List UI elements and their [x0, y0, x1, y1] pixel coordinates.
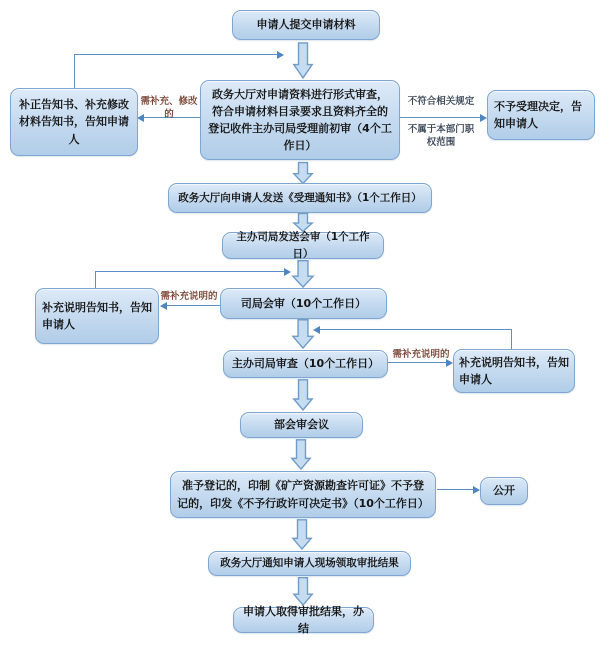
flow-arrow-joint-to-lead-icon — [292, 319, 314, 349]
connector-lead-to-suppl-right — [388, 362, 447, 363]
connector-print-to-public — [437, 489, 474, 490]
flow-arrow-meeting-to-print-icon — [291, 439, 311, 470]
arrowhead-correction-feedback-icon — [277, 51, 284, 59]
edge-label-need-suppl-explain-2: 需补充说明的 — [392, 349, 450, 360]
node-suppl-notice-right: 补充说明告知书，告知申请人 — [453, 349, 575, 393]
node-license-print: 准予登记的，印制《矿产资源勘查许可证》不予登记的，印发《不予行政许可决定书》（10个工作日） — [170, 471, 436, 518]
arrowhead-suppl-right-feedback-icon — [313, 326, 320, 334]
connector-suppl-left-feedback-horizontal — [95, 271, 284, 272]
flow-arrow-formal-to-acceptance-icon — [293, 162, 313, 184]
edge-label-not-conform: 不符合相关规定 — [407, 96, 475, 107]
connector-correction-feedback-vertical — [74, 55, 75, 88]
flow-arrow-lead-to-meeting-icon — [293, 379, 313, 411]
flow-arrow-send-to-joint-icon — [292, 260, 314, 288]
edge-label-not-in-scope: 不属于本部门职权范围 — [407, 124, 475, 148]
connector-suppl-right-feedback-vertical — [511, 330, 512, 349]
node-correction-notice: 补正告知书、补充修改材料告知书，告知申请人 — [10, 88, 138, 156]
node-reject-decision: 不予受理决定，告知申请人 — [487, 90, 595, 140]
node-public: 公开 — [480, 477, 528, 505]
node-complete: 申请人取得审批结果，办结 — [233, 607, 374, 633]
flow-arrow-submit-to-formal-icon — [293, 42, 313, 79]
connector-joint-to-suppl-left — [167, 305, 220, 306]
node-ministry-meeting: 部会审会议 — [240, 412, 363, 438]
edge-label-need-suppl-modify: 需补充、修改的 — [140, 96, 198, 120]
flow-arrow-notify-to-complete-icon — [293, 577, 313, 606]
arrowhead-print-to-public-icon — [473, 486, 480, 494]
flow-arrow-print-to-notify-icon — [292, 519, 312, 550]
arrowhead-formal-to-reject-icon — [480, 114, 487, 122]
node-submit-application: 申请人提交申请材料 — [232, 10, 380, 40]
node-formal-review: 政务大厅对申请资料进行形式审查，符合申请材料目录要求且资料齐全的登记收件主办司局受理前初审（4个工作日） — [200, 80, 400, 160]
connector-correction-feedback-horizontal — [74, 54, 277, 55]
connector-suppl-left-feedback-vertical — [95, 272, 96, 288]
node-lead-review: 主办司局审查（10个工作日） — [223, 350, 388, 378]
connector-formal-to-reject — [400, 117, 480, 118]
node-suppl-notice-left: 补充说明告知书，告知申请人 — [35, 288, 159, 344]
node-joint-review: 司局会审（10个工作日） — [220, 288, 387, 319]
arrowhead-suppl-left-feedback-icon — [284, 268, 291, 276]
connector-suppl-right-feedback-horizontal — [320, 329, 512, 330]
node-acceptance-notice: 政务大厅向申请人发送《受理通知书》（1个工作日） — [168, 183, 432, 213]
edge-label-need-suppl-explain-1: 需补充说明的 — [160, 291, 218, 302]
node-notify-pickup: 政务大厅通知申请人现场领取审批结果 — [208, 551, 411, 576]
node-dept-send-review: 主办司局发送会审（1个工作日） — [222, 232, 384, 259]
